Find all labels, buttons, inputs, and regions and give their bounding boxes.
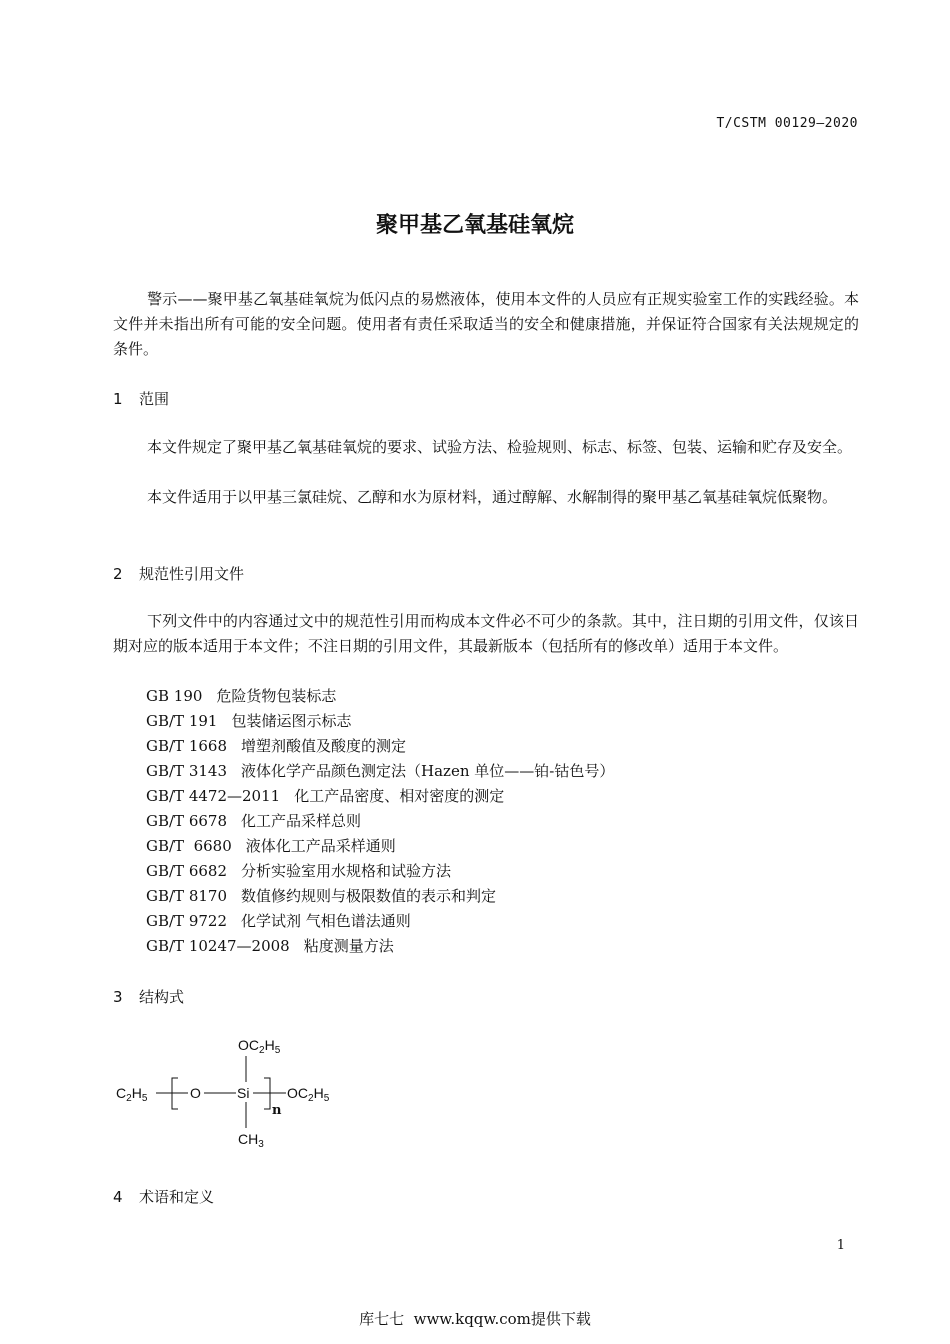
section-title: 范围 (139, 390, 170, 408)
references-intro (113, 609, 859, 659)
warning-text: 警示——聚甲基乙氧基硅氧烷为低闪点的易燃液体，使用本文件的人员应有正规实验室工作的实践经验。本文件并未指出所有可能的安全问题。使用者有责任采取适当的安全和健康措施，并保证符合国家有关法规规定的条件。 (113, 290, 859, 358)
reference-item (146, 884, 614, 909)
reference-name: 液体化学产品颜色测定法（Hazen 单位——铂-钴色号） (241, 762, 615, 780)
structural-formula (110, 1030, 360, 1155)
reference-code: GB/T 3143 (146, 762, 228, 780)
section-number: 1 (113, 390, 123, 408)
reference-code: GB 190 (146, 687, 203, 705)
reference-code: GB/T 191 (146, 712, 218, 730)
formula-left-group: $C_2H_5$ (116, 1085, 148, 1104)
reference-item (146, 809, 614, 834)
reference-list (146, 684, 614, 959)
reference-code: GB/T 6682 (146, 862, 228, 880)
formula-oxygen: O (190, 1085, 201, 1101)
reference-name: 液体化工产品采样通则 (245, 837, 396, 855)
scope-paragraph-2 (113, 485, 859, 510)
standard-code: T/CSTM 00129—2020 (716, 116, 858, 131)
reference-code: GB/T 8170 (146, 887, 228, 905)
section-title: 规范性引用文件 (139, 565, 245, 583)
paragraph-text: 本文件规定了聚甲基乙氧基硅氧烷的要求、试验方法、检验规则、标志、标签、包装、运输和贮存及安全。 (147, 438, 853, 456)
page-number: 1 (836, 1238, 845, 1253)
reference-name: 数值修约规则与极限数值的表示和判定 (241, 887, 497, 905)
paragraph-text: 本文件适用于以甲基三氯硅烷、乙醇和水为原材料，通过醇解、水解制得的聚甲基乙氧基硅氧烷低聚物。 (147, 488, 838, 506)
download-footer: 库七七 www.kqqw.com提供下载 (359, 1310, 591, 1328)
reference-code: GB/T 6680 (146, 837, 232, 855)
section-title: 术语和定义 (139, 1188, 215, 1206)
section-number: 2 (113, 565, 123, 583)
reference-name: 化工产品密度、相对密度的测定 (294, 787, 505, 805)
reference-name: 包装储运图示标志 (231, 712, 352, 730)
document-title: 聚甲基乙氧基硅氧烷 (375, 213, 574, 238)
section-number: 4 (113, 1188, 123, 1206)
reference-code: GB/T 1668 (146, 737, 228, 755)
section-title: 结构式 (139, 988, 185, 1006)
reference-name: 粘度测量方法 (303, 937, 394, 955)
formula-bottom-group: $CH_3$ (238, 1131, 264, 1150)
reference-item (146, 759, 614, 784)
reference-item (146, 734, 614, 759)
reference-item (146, 834, 614, 859)
reference-name: 增塑剂酸值及酸度的测定 (241, 737, 407, 755)
reference-item (146, 909, 614, 934)
reference-code: GB/T 10247—2008 (146, 937, 290, 955)
section-number: 3 (113, 988, 123, 1006)
reference-code: GB/T 9722 (146, 912, 228, 930)
reference-code: GB/T 4472—2011 (146, 787, 281, 805)
warning-paragraph (113, 287, 859, 362)
formula-top-group: $OC_2H_5$ (238, 1037, 281, 1056)
reference-item (146, 684, 614, 709)
formula-silicon: Si (237, 1085, 250, 1101)
paragraph-text: 下列文件中的内容通过文中的规范性引用而构成本文件必不可少的条款。其中，注日期的引用文件，仅该日期对应的版本适用于本文件；不注日期的引用文件，其最新版本（包括所有的修改单）适用于本文件。 (113, 612, 859, 655)
reference-item (146, 934, 614, 959)
reference-code: GB/T 6678 (146, 812, 228, 830)
reference-item (146, 859, 614, 884)
scope-paragraph-1 (113, 435, 859, 460)
section-4-heading (113, 1186, 214, 1207)
section-2-heading (113, 563, 244, 584)
formula-repeat: n (272, 1103, 282, 1118)
section-1-heading (113, 388, 169, 409)
formula-right-group: $OC_2H_5$ (287, 1085, 330, 1104)
reference-item (146, 709, 614, 734)
reference-item (146, 784, 614, 809)
reference-name: 化工产品采样总则 (241, 812, 362, 830)
reference-name: 化学试剂 气相色谱法通则 (241, 912, 411, 930)
reference-name: 分析实验室用水规格和试验方法 (241, 862, 452, 880)
reference-name: 危险货物包装标志 (216, 687, 337, 705)
section-3-heading (113, 986, 184, 1007)
